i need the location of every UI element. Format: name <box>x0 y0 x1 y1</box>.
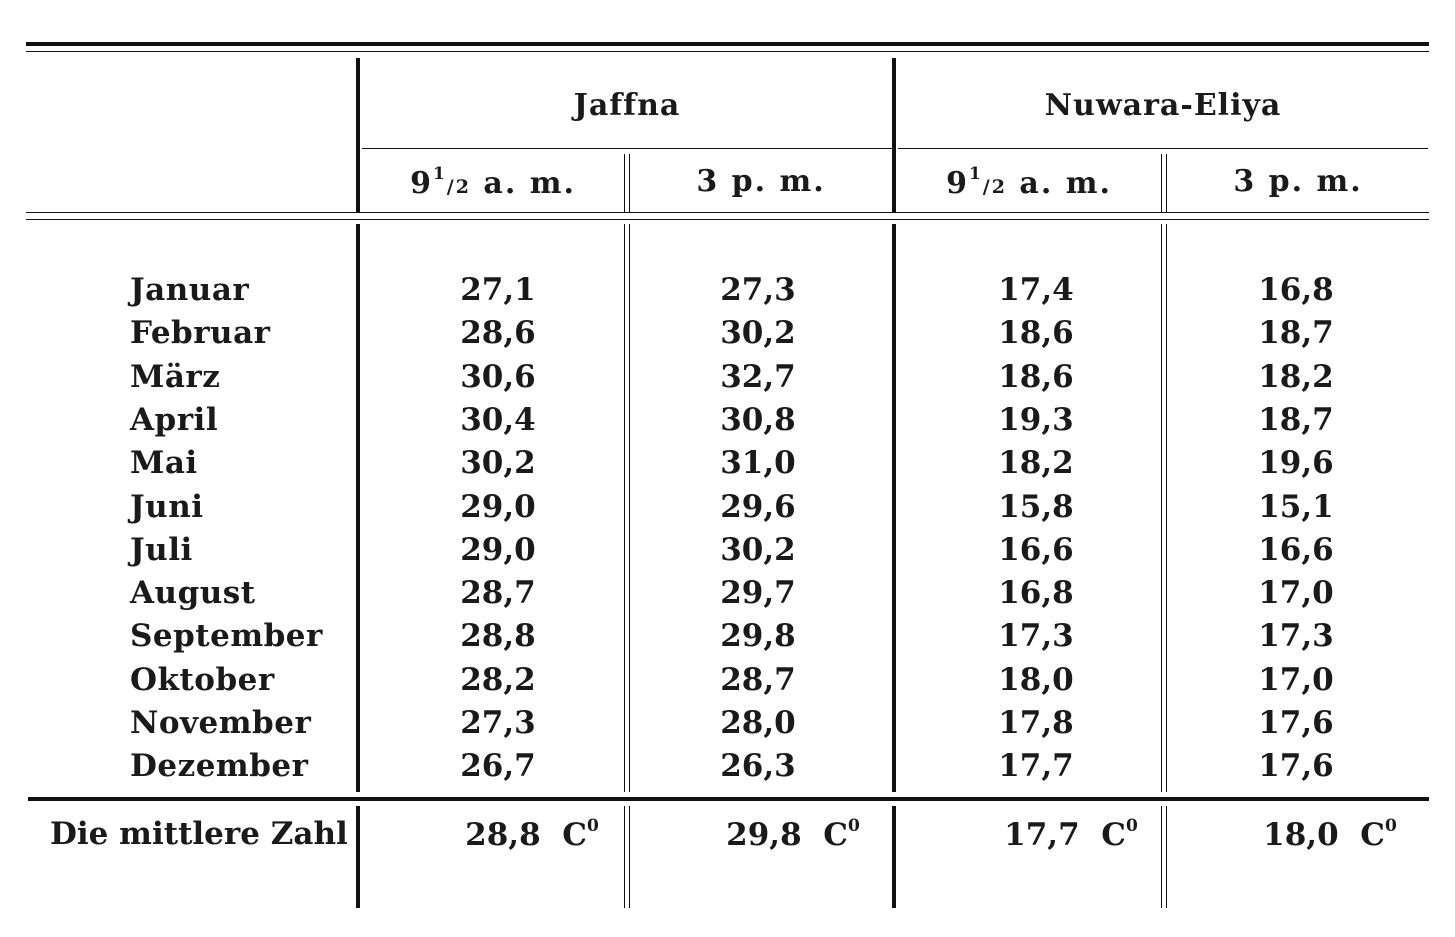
row-value-cell: 26,7 <box>460 748 536 785</box>
header-bottom-rule-2 <box>26 219 1429 220</box>
row-value-cell: 28,0 <box>720 705 796 741</box>
row-month-label: September <box>130 618 323 655</box>
row-value-cell: 28,6 <box>460 315 536 352</box>
group-header-nuwara-eliya: Nuwara-Eliya <box>1044 88 1282 123</box>
row-month-label: November <box>130 705 312 741</box>
fraction-numerator: 1 <box>968 164 983 184</box>
row-value-cell: 16,6 <box>1258 531 1334 568</box>
jaffna-col-divider-a <box>624 154 625 213</box>
row-value-cell: 17,8 <box>998 705 1074 741</box>
nuwara-col-divider-sum-b <box>1166 806 1167 908</box>
row-value-cell: 18,6 <box>998 358 1074 395</box>
row-value-cell: 27,3 <box>720 272 796 308</box>
nuwara-col-divider-lower-b <box>1166 224 1167 792</box>
row-month-label: Januar <box>130 272 250 308</box>
stub-divider-upper <box>356 58 360 213</box>
summary-rule <box>28 797 1429 801</box>
row-value-cell: 27,3 <box>460 705 536 741</box>
group-header-jaffna: Jaffna <box>573 88 681 123</box>
row-value-cell: 30,2 <box>720 315 796 352</box>
row-value-cell: 28,7 <box>720 661 796 698</box>
subheader-nuwara-morning: $9^1/2$ a. m. <box>946 164 1112 201</box>
row-value-cell: 30,4 <box>460 401 536 438</box>
row-value-cell: 29,7 <box>720 575 796 612</box>
summary-unit-degree: 0 <box>847 816 860 836</box>
row-value-cell: 17,3 <box>998 618 1074 655</box>
jaffna-col-divider-sum-a <box>624 806 625 908</box>
top-rule-thin <box>26 51 1429 52</box>
row-value-cell: 32,7 <box>720 358 796 395</box>
group-divider-summary <box>892 806 896 908</box>
row-value-cell: 28,8 <box>460 618 536 655</box>
row-value-cell: 30,8 <box>720 401 796 438</box>
row-value-cell: 18,7 <box>1258 315 1334 352</box>
row-value-cell: 15,1 <box>1258 488 1334 525</box>
row-value-cell: 29,8 <box>720 618 796 655</box>
top-rule-thick <box>26 42 1429 46</box>
fraction-denominator: 2 <box>991 176 1007 198</box>
summary-value: 17,7 <box>1004 817 1080 853</box>
row-value-cell: 19,3 <box>998 401 1074 438</box>
time-label: a. m. <box>483 166 576 201</box>
row-value-cell: 17,0 <box>1258 661 1334 698</box>
row-value-cell: 30,6 <box>460 358 536 395</box>
row-value-cell: 18,2 <box>998 445 1074 482</box>
summary-unit-degree: 0 <box>586 816 599 836</box>
row-value-cell: 15,8 <box>998 488 1074 525</box>
summary-value: 28,8 <box>465 817 541 853</box>
summary-unit: C <box>562 817 587 853</box>
row-month-label: Juni <box>130 488 204 525</box>
row-value-cell: 28,2 <box>460 661 536 698</box>
summary-unit-degree: 0 <box>1384 816 1397 836</box>
row-month-label: Dezember <box>130 748 309 785</box>
row-month-label: August <box>130 575 256 612</box>
row-value-cell: 28,7 <box>460 575 536 612</box>
summary-label: Die mittlere Zahl <box>50 816 348 852</box>
row-value-cell: 16,8 <box>1258 272 1334 308</box>
jaffna-col-divider-lower-a <box>624 224 625 792</box>
row-value-cell: 17,6 <box>1258 705 1334 741</box>
subheader-rule-nuwara <box>898 148 1428 149</box>
group-divider-lower <box>892 224 896 792</box>
row-month-label: Februar <box>130 315 271 352</box>
row-value-cell: 17,0 <box>1258 575 1334 612</box>
row-value-cell: 30,2 <box>720 531 796 568</box>
summary-unit: C <box>1101 817 1126 853</box>
row-value-cell: 26,3 <box>720 748 796 785</box>
fraction-denominator: 2 <box>455 176 471 198</box>
summary-value-cell <box>447 816 617 853</box>
summary-unit: C <box>823 817 848 853</box>
subheader-jaffna-afternoon: 3 p. m. <box>696 164 826 199</box>
row-value-cell: 17,3 <box>1258 618 1334 655</box>
row-value-cell: 29,0 <box>460 531 536 568</box>
row-value-cell: 29,0 <box>460 488 536 525</box>
row-month-label: April <box>130 401 219 438</box>
row-value-cell: 18,2 <box>1258 358 1334 395</box>
hour: 9 <box>410 166 433 201</box>
summary-value-cell <box>986 816 1156 853</box>
subheader-rule-jaffna <box>362 148 892 149</box>
row-month-label: Juli <box>130 531 193 568</box>
summary-unit: C <box>1360 817 1385 853</box>
summary-value: 29,8 <box>726 817 802 853</box>
time-label: a. m. <box>1019 166 1112 201</box>
summary-value-cell <box>1245 816 1415 853</box>
jaffna-col-divider-sum-b <box>629 806 630 908</box>
summary-value: 18,0 <box>1263 817 1339 853</box>
nuwara-col-divider-a <box>1161 154 1162 213</box>
row-month-label: März <box>130 358 221 395</box>
row-value-cell: 17,4 <box>998 272 1074 308</box>
hour: 9 <box>946 166 969 201</box>
stub-divider-summary <box>356 806 360 908</box>
row-value-cell: 19,6 <box>1258 445 1334 482</box>
header-bottom-rule-1 <box>26 212 1429 213</box>
row-value-cell: 27,1 <box>460 272 536 308</box>
row-value-cell: 18,6 <box>998 315 1074 352</box>
row-value-cell: 31,0 <box>720 445 796 482</box>
summary-unit-degree: 0 <box>1125 816 1138 836</box>
fraction-numerator: 1 <box>432 164 447 184</box>
row-value-cell: 17,7 <box>998 748 1074 785</box>
subheader-nuwara-afternoon: 3 p. m. <box>1233 164 1363 199</box>
row-value-cell: 18,0 <box>998 661 1074 698</box>
nuwara-col-divider-sum-a <box>1161 806 1162 908</box>
row-value-cell: 29,6 <box>720 488 796 525</box>
stub-divider-lower <box>356 224 360 792</box>
jaffna-col-divider-lower-b <box>629 224 630 792</box>
group-divider-upper <box>892 58 896 213</box>
nuwara-col-divider-lower-a <box>1161 224 1162 792</box>
subheader-jaffna-morning: $9^1/2$ a. m. <box>410 164 576 201</box>
row-value-cell: 17,6 <box>1258 748 1334 785</box>
row-value-cell: 16,8 <box>998 575 1074 612</box>
row-month-label: Oktober <box>130 661 275 698</box>
row-value-cell: 30,2 <box>460 445 536 482</box>
row-value-cell: 18,7 <box>1258 401 1334 438</box>
row-value-cell: 16,6 <box>998 531 1074 568</box>
summary-value-cell <box>708 816 878 853</box>
row-month-label: Mai <box>130 445 198 482</box>
